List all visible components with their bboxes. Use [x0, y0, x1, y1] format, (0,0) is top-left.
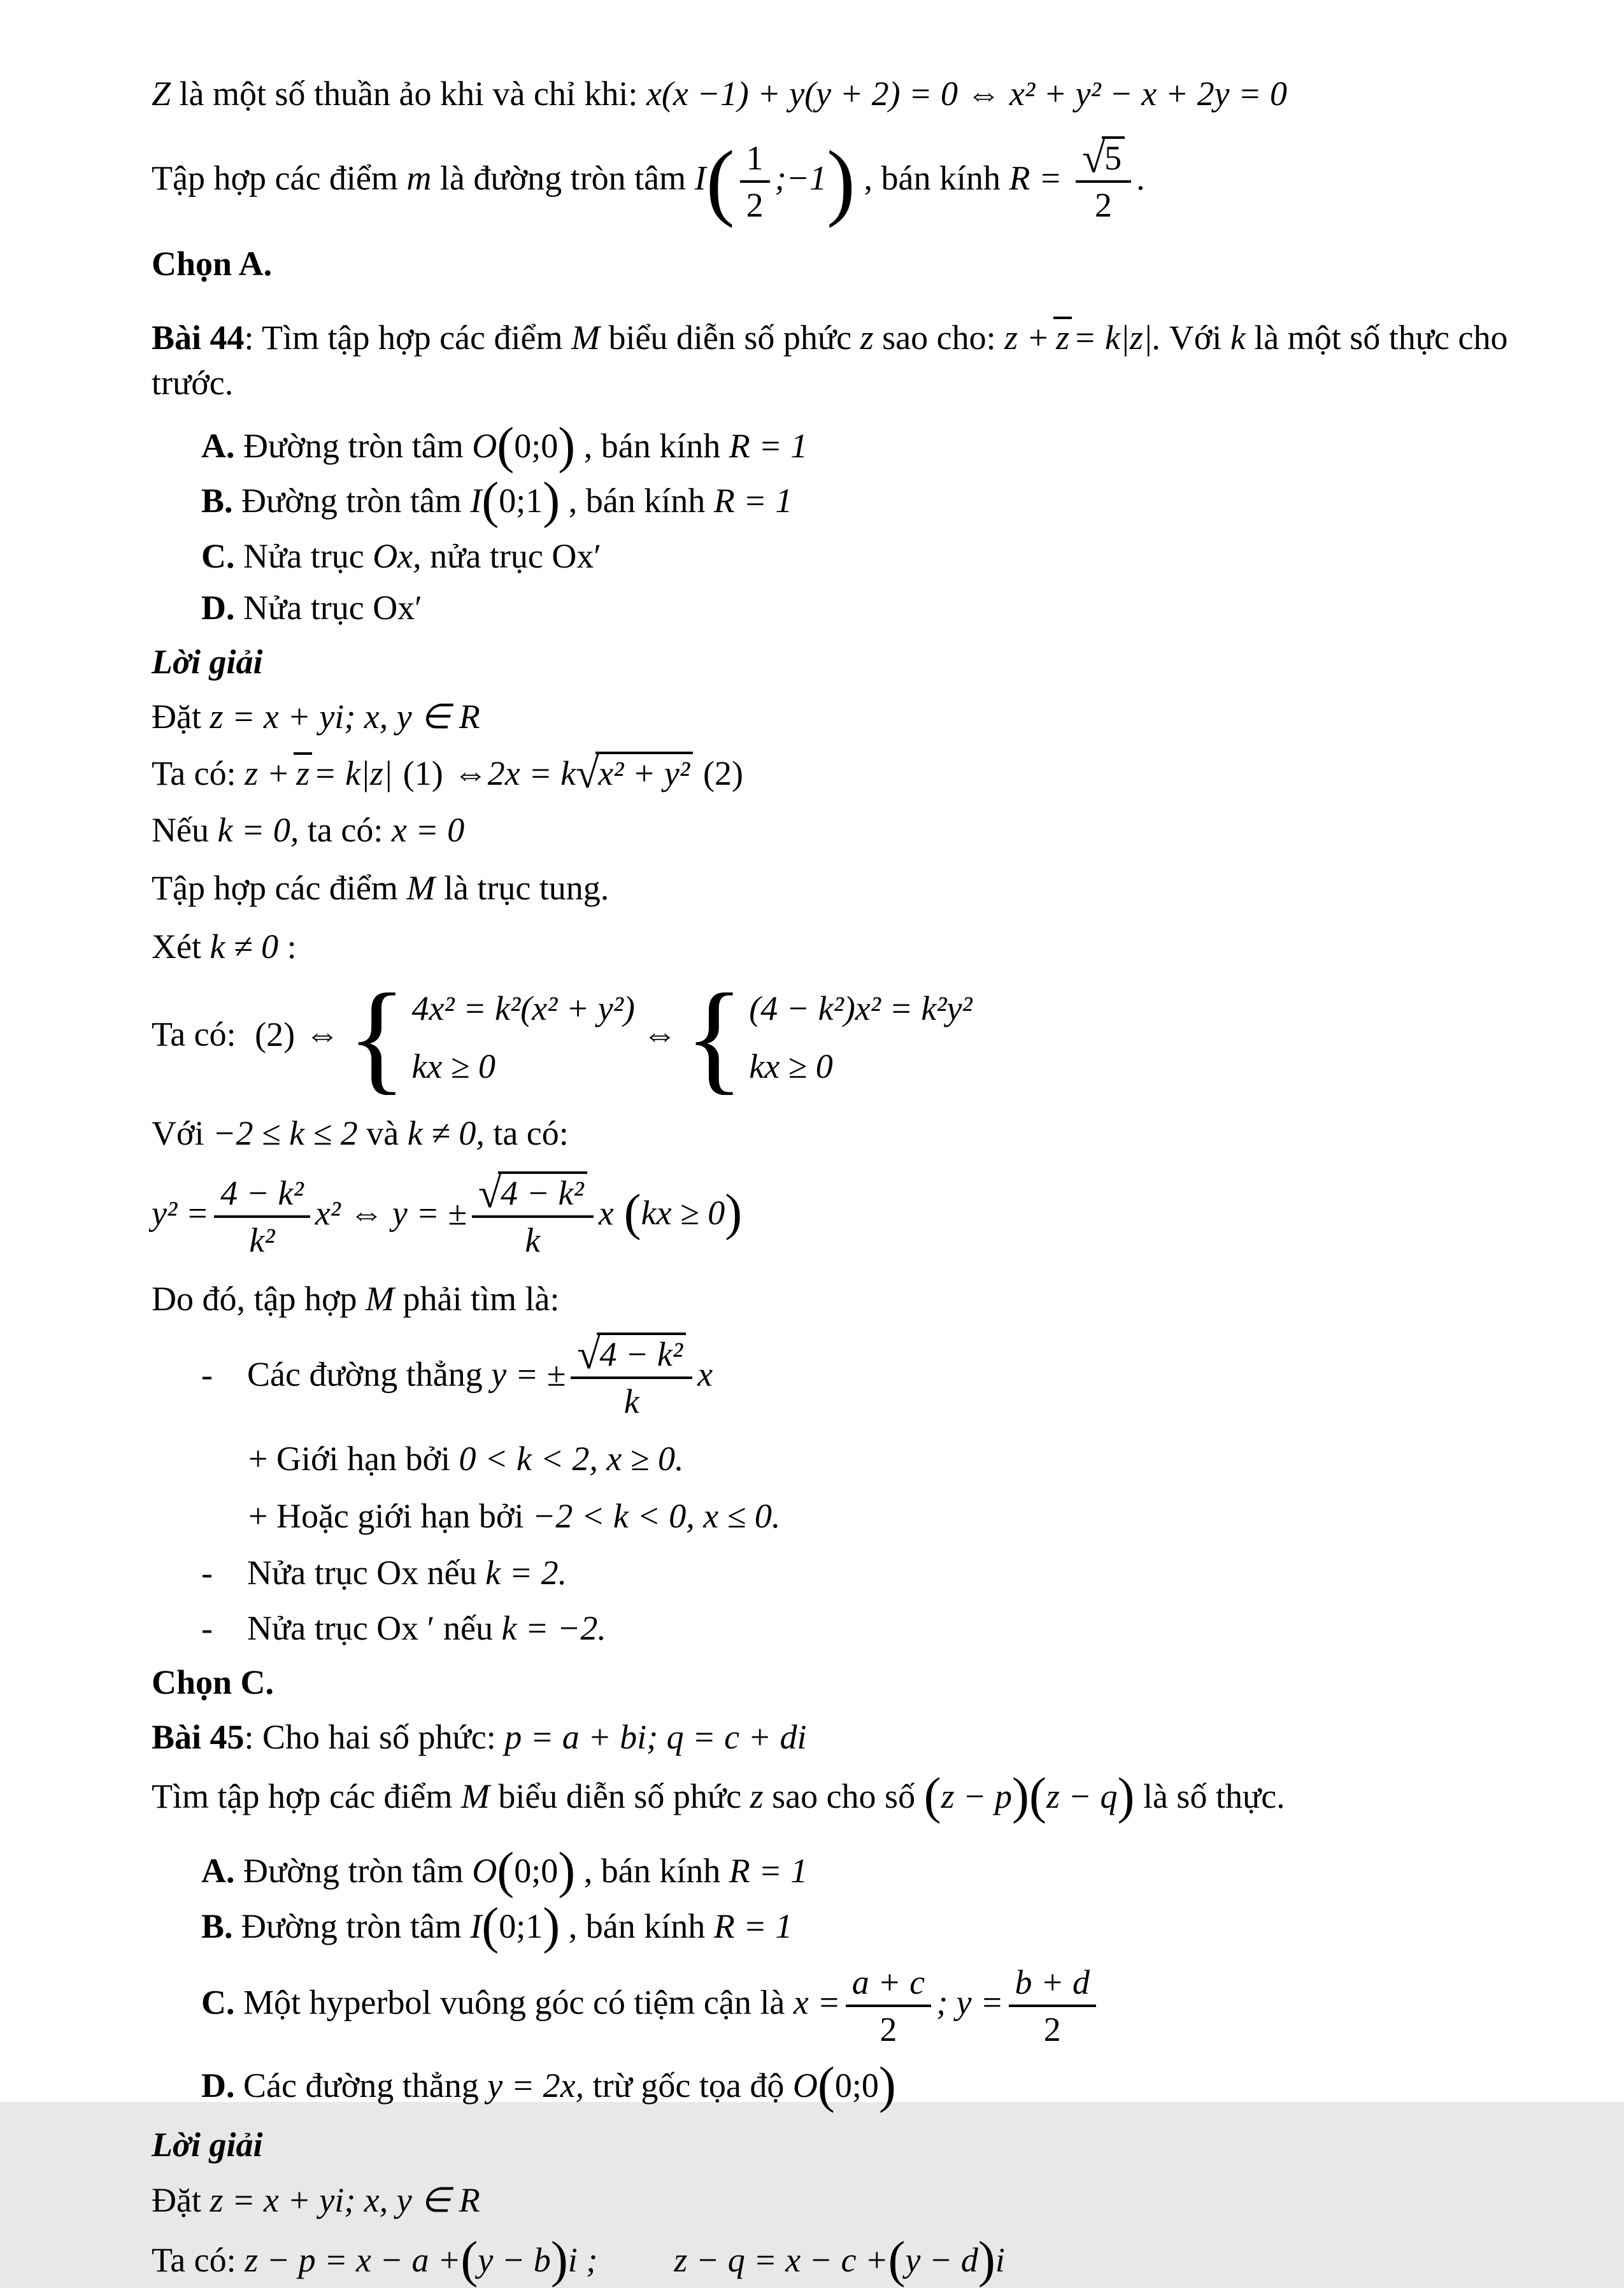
sqrt — [1081, 135, 1125, 182]
text: là số thực. — [1134, 1777, 1285, 1815]
intro-line-2 — [152, 134, 1559, 229]
option-45-C — [201, 1963, 1559, 2049]
denominator: 2 — [1076, 180, 1131, 225]
right-paren: ) — [558, 1841, 576, 1899]
coords: 0;0 — [514, 1852, 559, 1891]
text: là một số thực cho trước. — [152, 318, 1508, 402]
text: , bán kính — [560, 1907, 714, 1946]
text: + Giới hạn bởi — [248, 1440, 459, 1478]
var-I: I — [694, 159, 706, 197]
formula-part: y = — [956, 1983, 1004, 2022]
var-I: I — [470, 481, 482, 520]
text: Nửa trục Ox ′ nếu — [247, 1609, 502, 1648]
problem-label: Bài 45 — [152, 1717, 245, 1756]
var-O: O — [472, 1852, 497, 1891]
solution-44-system — [152, 969, 1559, 1106]
text: , bán kính — [575, 427, 729, 466]
solution-44-truc-tung — [152, 866, 1559, 911]
text: Một hyperbol vuông góc có tiệm cận là — [234, 1983, 794, 2022]
system-row: (4 − k²)x² = k²y² — [749, 989, 972, 1027]
radicand: x² + y² — [595, 752, 693, 792]
left-paren: ( — [623, 1183, 641, 1241]
radical-icon: √ — [577, 1331, 601, 1378]
fraction-sqrt — [472, 1169, 594, 1260]
text: phải tìm là: — [394, 1279, 560, 1318]
text: là đường tròn tâm — [431, 159, 695, 197]
var-M: M — [571, 318, 600, 357]
formula: p = a + bi; q = c + di — [504, 1717, 807, 1756]
fraction-radius — [1076, 135, 1131, 225]
document-content — [152, 71, 1559, 2288]
axis-Ox-prime: Ox′ — [373, 589, 422, 627]
var-k: k — [1230, 318, 1246, 357]
formula-part: k = −2. — [501, 1609, 606, 1648]
formula-part: k ≠ 0 — [210, 927, 279, 966]
coords: 0;0 — [834, 2066, 879, 2105]
var-z: z — [860, 318, 874, 357]
formula-part: x = 0 — [391, 811, 465, 850]
coords: 0;1 — [499, 1907, 543, 1946]
z-conjugate: z — [294, 752, 312, 792]
fraction-half — [740, 138, 770, 225]
solution-45-dat — [152, 2178, 1559, 2223]
fraction-sqrt — [571, 1331, 692, 1421]
text: Đường tròn tâm — [234, 1852, 473, 1891]
option-45-A — [201, 1841, 1559, 1899]
left-paren: ( — [497, 417, 515, 475]
option-letter: A. — [201, 1852, 235, 1891]
solution-title: Lời giải — [152, 643, 263, 682]
text: ta có: — [299, 811, 392, 850]
result-bullet-lines — [201, 1331, 1559, 1421]
left-paren: ( — [497, 1841, 515, 1899]
var-z: z — [750, 1777, 764, 1815]
denominator: k² — [214, 1215, 310, 1260]
text: Các đường thẳng — [234, 2066, 488, 2105]
option-45-B — [201, 1897, 1559, 1955]
formula-part: z − q — [1046, 1777, 1118, 1815]
text: + Hoặc giới hạn bởi — [248, 1496, 532, 1535]
var-M: M — [366, 1279, 395, 1318]
formula-part: 2x = k — [487, 754, 576, 792]
result-bullet-ox-prime — [201, 1606, 1559, 1651]
right-paren: ) — [725, 1183, 743, 1241]
solution-44-dodo — [152, 1276, 1559, 1322]
text: Nửa trục Ox nếu — [247, 1553, 486, 1592]
left-paren: ( — [706, 134, 735, 229]
paren-content: y − d — [905, 2240, 978, 2279]
bullet-dash: - — [201, 1553, 213, 1592]
solution-44-eq1 — [152, 751, 1559, 796]
paren-content: y − b — [478, 2240, 551, 2279]
text: Đặt — [152, 2181, 210, 2220]
text: Do đó, tập hợp — [152, 1279, 366, 1318]
formula-part: z − p — [941, 1777, 1013, 1815]
option-44-A — [201, 417, 1559, 475]
formula-part: i — [995, 2240, 1005, 2279]
right-paren: ) — [543, 1897, 560, 1955]
text: : Tìm tập hợp các điểm — [244, 318, 571, 357]
intro-line-1 — [152, 71, 1559, 117]
numerator — [1076, 135, 1131, 182]
text: Tập hợp các điểm — [152, 869, 407, 908]
numerator: 1 — [746, 139, 764, 178]
formula-part: y = ± — [491, 1355, 566, 1394]
option-letter: C. — [201, 536, 235, 575]
text: Tập hợp các điểm — [152, 159, 407, 197]
text: , bán kính — [560, 481, 714, 520]
system-row: 4x² = k²(x² + y²) — [411, 989, 635, 1027]
left-paren: ( — [888, 2230, 906, 2288]
formula-part: x² ⇔ y = ± — [315, 1194, 467, 1233]
fraction — [1009, 1963, 1096, 2049]
radical-icon: √ — [1081, 135, 1106, 182]
right-paren: ) — [1012, 1767, 1030, 1825]
numerator: a + c — [851, 1963, 925, 2001]
formula-part: z + — [245, 754, 290, 792]
text: Nửa trục — [234, 536, 373, 575]
left-paren: ( — [923, 1767, 941, 1825]
text: và — [357, 1114, 408, 1153]
equation-tag-1: (1) — [402, 754, 443, 792]
var-x: x — [697, 1355, 713, 1394]
numerator: b + d — [1015, 1963, 1090, 2001]
result-sub-line-2 — [248, 1494, 1559, 1539]
coords: 0;1 — [499, 481, 543, 520]
text: biểu diễn số phức — [599, 318, 860, 357]
iff-symbol: ⇔ — [305, 1015, 340, 1054]
formula-part: z − p = x − a + — [245, 2240, 461, 2279]
formula-part: = k|z| — [313, 754, 393, 792]
solution-heading-45 — [152, 2122, 1559, 2168]
var-O: O — [792, 2066, 818, 2105]
text: Đường tròn tâm — [232, 481, 471, 520]
left-paren: ( — [817, 2056, 835, 2114]
formula-part: 0 < k < 2, x ≥ 0. — [459, 1440, 684, 1478]
right-paren: ) — [543, 471, 560, 529]
solution-44-yline — [152, 1169, 1559, 1260]
text: biểu diễn số phức — [489, 1777, 750, 1815]
var-M: M — [406, 869, 436, 908]
text: Ta có: — [152, 2240, 245, 2279]
intro-formula-1: x(x −1) + y(y + 2) = 0 ⇔ x² + y² − x + 2y = 0 — [646, 75, 1288, 113]
text: trừ gốc tọa độ — [584, 2066, 793, 2105]
equation-tag-2-ref: (2) — [255, 1015, 296, 1054]
denominator: 2 — [846, 2005, 931, 2049]
radius: R = 1 — [713, 1907, 793, 1946]
equation-system-2: { (4 − k²)x² = k²y² kx ≥ 0 — [684, 969, 972, 1106]
system-rows — [411, 986, 634, 1090]
result-bullet-ox — [201, 1550, 1559, 1596]
problem-label: Bài 44 — [152, 318, 245, 357]
chosen-answer: Chọn C. — [152, 1663, 274, 1702]
answer-choice-44 — [152, 1660, 1559, 1705]
text: nửa trục — [421, 536, 552, 575]
formula-part: y = 2x, — [487, 2066, 585, 2105]
solution-44-xet — [152, 924, 1559, 969]
radical-icon: √ — [478, 1169, 502, 1217]
formula-part: y² = — [152, 1194, 210, 1233]
axis-Ox: Ox, — [373, 536, 422, 575]
system-row: kx ≥ 0 — [749, 1047, 833, 1086]
solution-44-dat — [152, 694, 1559, 740]
formula-part: = k|z|. — [1073, 318, 1162, 357]
separator: ; — [936, 1983, 957, 2022]
radicand: 4 − k² — [498, 1171, 587, 1212]
system-rows — [749, 986, 972, 1090]
condition — [623, 1183, 743, 1241]
problem-44-heading — [152, 315, 1559, 406]
left-paren: ( — [460, 2230, 478, 2288]
option-44-C — [201, 534, 1559, 579]
right-paren: ) — [1117, 1767, 1135, 1825]
formula-part: z − q = x − c + — [674, 2240, 888, 2279]
option-letter: A. — [201, 427, 235, 466]
option-letter: D. — [201, 2066, 235, 2105]
formula-part: k = 0, — [217, 811, 299, 850]
chosen-answer: Chọn A. — [152, 245, 273, 283]
text: Đặt — [152, 697, 210, 736]
text: Nửa trục — [234, 589, 373, 627]
fraction — [846, 1963, 931, 2049]
text: ta có: — [484, 1114, 569, 1153]
equation-tag-2: (2) — [703, 754, 743, 792]
text: Xét — [152, 927, 210, 966]
formula-part: k = 2. — [485, 1553, 567, 1592]
numerator — [571, 1331, 692, 1378]
radicand: 4 − k² — [597, 1333, 686, 1373]
var-x: x — [598, 1194, 614, 1233]
formula-part: k ≠ 0, — [407, 1114, 485, 1153]
sqrt — [576, 750, 693, 797]
iff-symbol: ⇔ — [453, 754, 488, 792]
numerator: 4 − k² — [220, 1173, 304, 1212]
radius: R = 1 — [729, 427, 808, 466]
left-paren: ( — [1029, 1767, 1046, 1825]
var-I: I — [470, 1907, 482, 1946]
sqrt — [478, 1169, 587, 1217]
radicand: 5 — [1102, 136, 1125, 177]
option-letter: C. — [201, 1983, 235, 2022]
equation-system-1: { 4x² = k²(x² + y²) kx ≥ 0 — [347, 969, 635, 1106]
equals: = — [1030, 159, 1071, 197]
denominator: 2 — [1009, 2005, 1096, 2049]
left-paren: ( — [481, 1897, 499, 1955]
formula-part: −2 < k < 0, x ≤ 0. — [532, 1496, 781, 1535]
option-44-D — [201, 585, 1559, 631]
text: Các đường thẳng — [247, 1355, 492, 1394]
z-conjugate: z — [1053, 317, 1072, 356]
answer-choice-44-prev — [152, 241, 1559, 287]
text: , bán kính — [855, 159, 1009, 197]
solution-heading-44 — [152, 640, 1559, 685]
var-R: R — [1009, 159, 1030, 197]
radical-icon: √ — [576, 750, 599, 797]
var-O: O — [472, 427, 497, 466]
text: sao cho: — [873, 318, 1005, 357]
center-rest: ;−1 — [774, 159, 827, 197]
option-45-D — [201, 2056, 1559, 2114]
right-paren: ) — [558, 417, 576, 475]
formula-part: z + — [1004, 318, 1050, 357]
radius: R = 1 — [713, 481, 793, 520]
system-row: kx ≥ 0 — [411, 1047, 496, 1086]
text: Nếu — [152, 811, 218, 850]
formula: z = x + yi; x, y ∈ R — [210, 2181, 480, 2220]
option-letter: B. — [201, 481, 233, 520]
text: Với — [1161, 318, 1230, 357]
solution-44-voi — [152, 1111, 1559, 1156]
iff-symbol: ⇔ — [642, 1015, 677, 1054]
text: . — [1136, 159, 1145, 197]
result-sub-line-1 — [248, 1436, 1559, 1482]
left-paren: ( — [481, 471, 499, 529]
radius: R = 1 — [729, 1852, 808, 1891]
denominator: k — [472, 1215, 594, 1260]
solution-44-k0 — [152, 808, 1559, 853]
denominator: 2 — [740, 180, 770, 225]
text: , bán kính — [575, 1852, 729, 1891]
option-44-B — [201, 471, 1559, 529]
text: Tìm tập hợp các điểm — [152, 1777, 461, 1815]
text: sao cho số — [763, 1777, 924, 1815]
bullet-dash: - — [201, 1609, 213, 1648]
right-paren: ) — [827, 134, 855, 229]
solution-45-eq — [152, 2230, 1559, 2288]
formula: z = x + yi; x, y ∈ R — [210, 697, 480, 736]
text: Ta có: — [152, 1015, 245, 1054]
problem-45-heading — [152, 1715, 1559, 1760]
var-M: M — [460, 1777, 490, 1815]
condition-text: kx ≥ 0 — [641, 1194, 725, 1233]
right-paren: ) — [878, 2056, 896, 2114]
option-letter: B. — [201, 1907, 233, 1946]
var-Z: Z — [152, 75, 171, 113]
formula-part: i ; — [567, 2240, 598, 2279]
right-paren: ) — [978, 2230, 995, 2288]
text: Đường tròn tâm — [232, 1907, 471, 1946]
option-letter: D. — [201, 589, 235, 627]
text: Với — [152, 1114, 213, 1153]
text: Ta có: — [152, 754, 245, 792]
bullet-dash: - — [201, 1355, 213, 1394]
coords: 0;0 — [514, 427, 559, 466]
sqrt — [577, 1331, 686, 1378]
intro-text-1: là một số thuần ảo khi và chỉ khi: — [171, 75, 646, 113]
solution-title: Lời giải — [152, 2126, 263, 2164]
right-paren: ) — [550, 2230, 568, 2288]
text: : — [278, 927, 297, 966]
fraction — [214, 1173, 310, 1260]
text: : Cho hai số phức: — [244, 1717, 505, 1756]
text: là trục tung. — [435, 869, 609, 908]
var-m: m — [406, 159, 432, 197]
formula-part: x = — [793, 1983, 841, 2022]
text: Đường tròn tâm — [234, 427, 473, 466]
numerator — [472, 1169, 594, 1217]
denominator: k — [571, 1376, 692, 1421]
formula-part: −2 ≤ k ≤ 2 — [213, 1114, 358, 1153]
axis-Ox-prime: Ox′ — [552, 536, 602, 575]
problem-45-statement — [152, 1767, 1559, 1825]
